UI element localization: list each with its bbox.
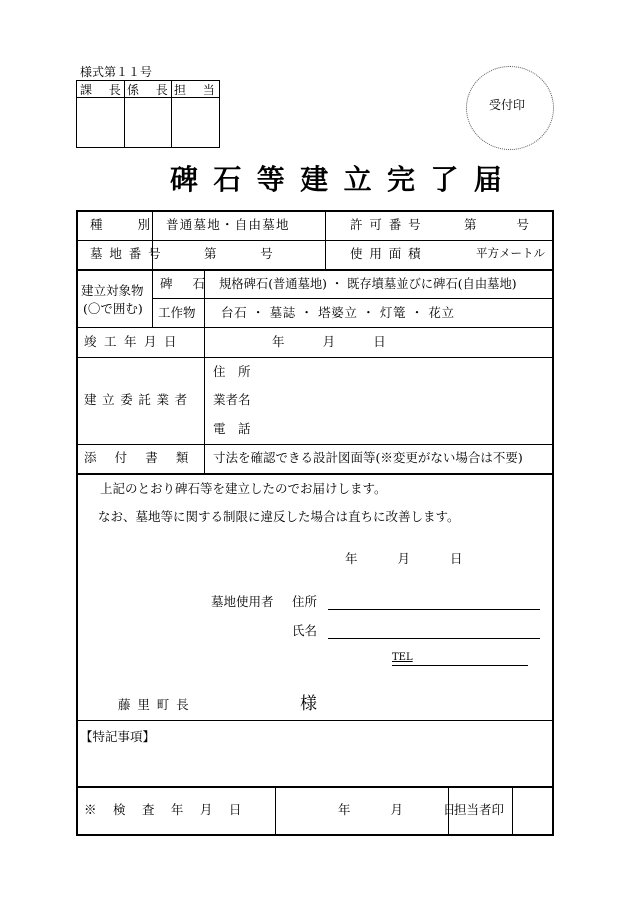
applicant-address-label: 住所 [292, 594, 318, 609]
grave-user-label: 墓地使用者 [211, 594, 274, 609]
applicant-name-label: 氏名 [292, 623, 318, 638]
recipient-label: 藤里町長 [118, 697, 196, 712]
approval-staff: 担 当 [174, 83, 218, 97]
structure-label: 工作物 [158, 305, 196, 320]
declaration-line1: 上記のとおり碑石等を建立したのでお届けします。 [100, 481, 387, 496]
contractor-label: 建立委託業者 [84, 392, 193, 407]
declaration-line2: なお、墓地等に関する制限に違反した場合は直ちに改善します。 [98, 509, 460, 524]
applicant-name-line [328, 638, 540, 639]
approval-section-chief: 課 長 [80, 83, 124, 97]
contractor-phone-label: 電 話 [213, 421, 251, 436]
completion-date-value: 年 月 日 [272, 334, 391, 349]
monument-value: 規格碑石(普通墓地) ・ 既存墳墓並びに碑石(自由墓地) [219, 277, 517, 291]
area-label: 使用面積 [350, 246, 428, 261]
structure-value: 台石 ・ 墓誌 ・ 塔婆立 ・ 灯篭 ・ 花立 [221, 305, 455, 320]
declaration-date: 年 月 日 [345, 551, 468, 566]
completion-date-label: 竣工年月日 [84, 334, 185, 349]
kind-value: 普通墓地・自由墓地 [166, 217, 290, 232]
area-unit: 平方メートル [476, 246, 545, 260]
kind-label: 種 別 [90, 217, 162, 232]
officer-seal-label: 担当者印 [454, 802, 505, 817]
reception-stamp-label: 受付印 [489, 98, 526, 112]
applicant-tel-label: TEL [392, 652, 413, 663]
grave-number-label: 墓地番号 [90, 246, 168, 261]
inspection-date-value: 年 月 日 [338, 802, 461, 817]
contractor-address-label: 住 所 [213, 364, 251, 379]
attachment-value: 寸法を確認できる設計図面等(※変更がない場合は不要) [213, 450, 523, 465]
applicant-address-line [328, 609, 540, 610]
form-number: 様式第１１号 [80, 65, 153, 79]
permit-value: 第 号 [464, 217, 535, 232]
monument-label: 碑 石 [160, 276, 209, 291]
attachment-label: 添付書類 [84, 450, 207, 465]
target-label-line1: 建立対象物 [81, 283, 144, 298]
page-title: 碑石等建立完了届 [170, 163, 518, 196]
approval-subsection-chief: 係 長 [127, 83, 171, 97]
grave-number-value: 第 号 [204, 246, 280, 261]
target-label-line2: (〇で囲む) [83, 301, 143, 316]
recipient-honorific: 様 [300, 694, 317, 714]
contractor-name-label: 業者名 [213, 392, 251, 407]
special-notes-label: 【特記事項】 [80, 729, 156, 744]
inspection-date-label: ※ 検 査 年 月 日 [84, 802, 248, 817]
permit-label: 許可番号 [350, 217, 428, 232]
applicant-tel-line [392, 665, 528, 666]
